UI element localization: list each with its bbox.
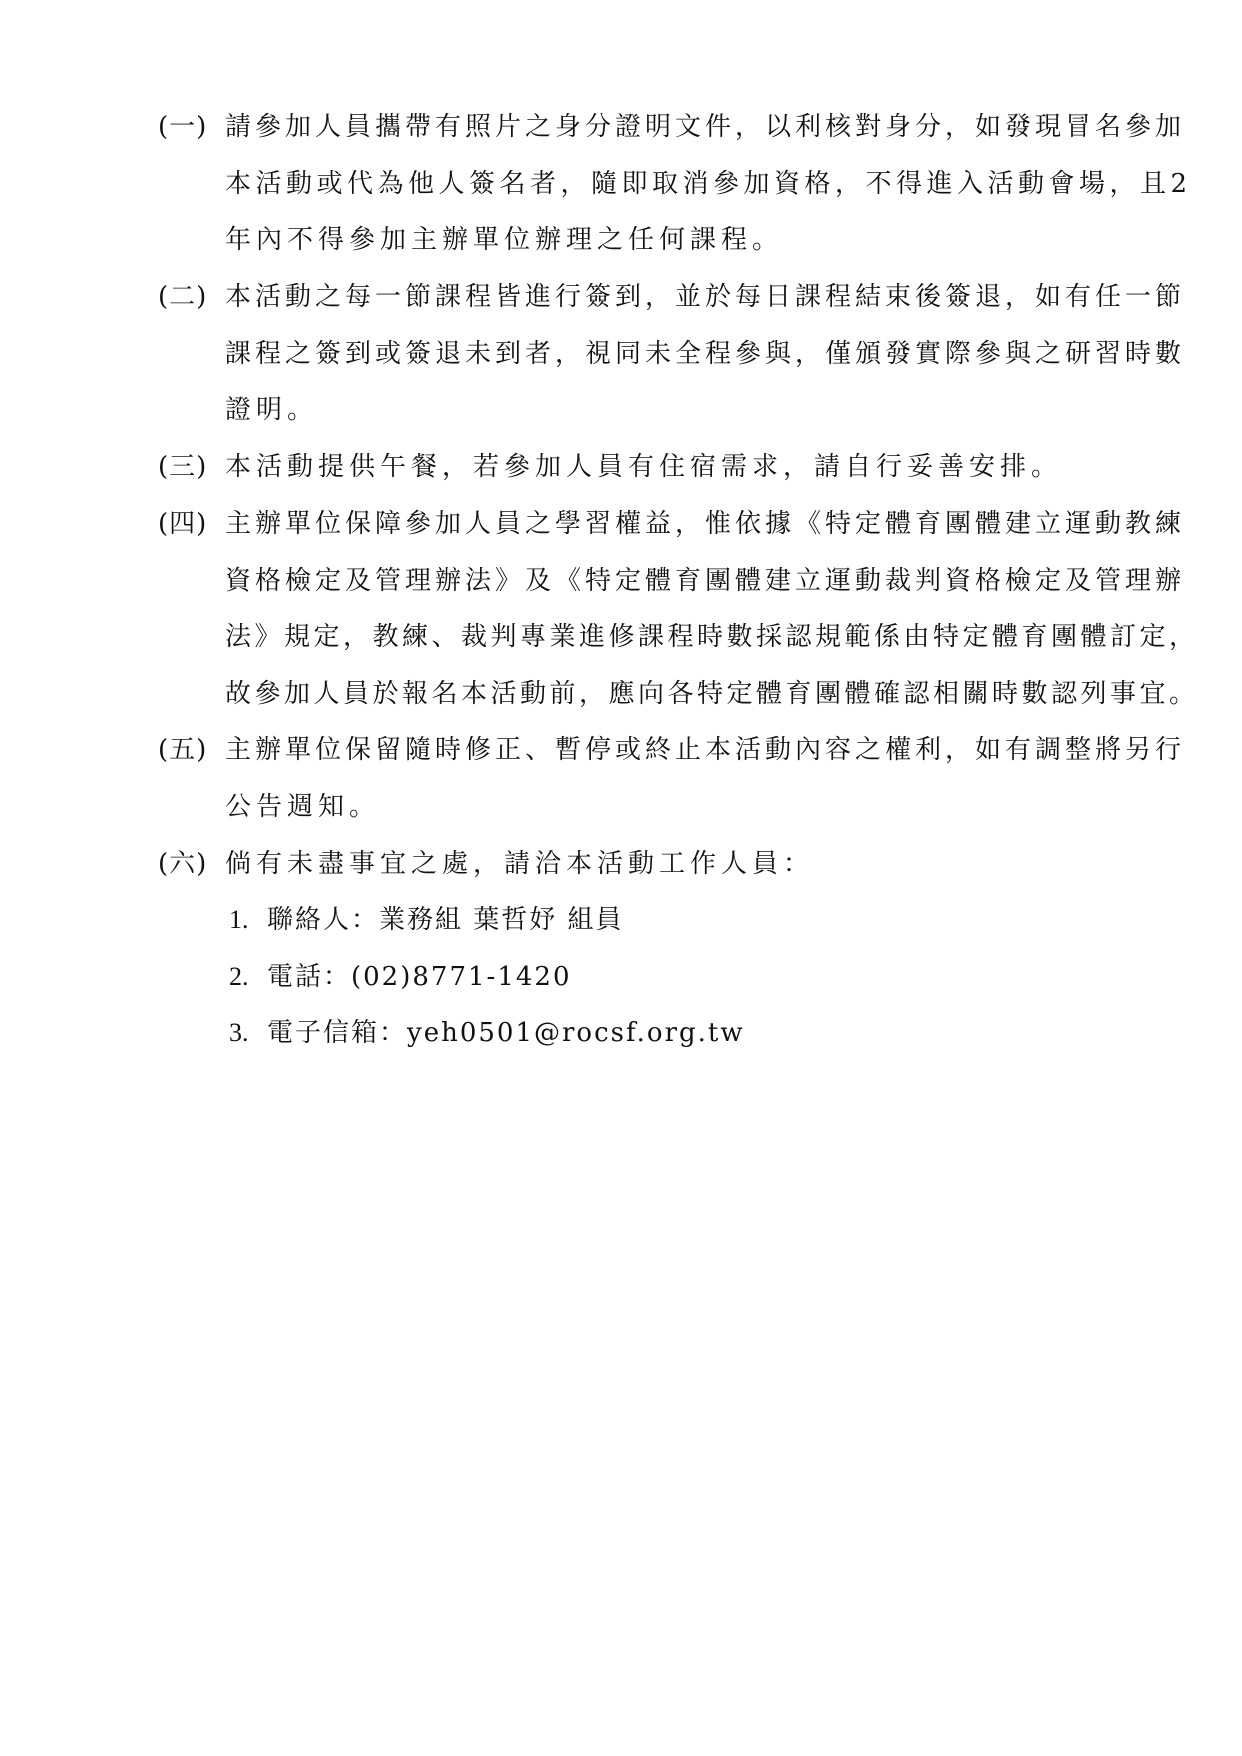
item-3-label: (三) [158,452,208,482]
item-5-line-1: 主辦單位保留隨時修正、暫停或終止本活動內容之權利，如有調整將另行 [225,735,1186,765]
item-4-label: (四) [158,509,208,539]
contact-phone: 電話：(02)8771-1420 [267,962,572,992]
item-2-line-1: 本活動之每一節課程皆進行簽到，並於每日課程結束後簽退，如有任一節 [225,282,1186,312]
item-5-line-2: 公告週知。 [225,792,381,822]
contact-person: 聯絡人：業務組 葉哲妤 組員 [267,905,624,935]
item-1-line-1: 請參加人員攜帶有照片之身分證明文件，以利核對身分，如發現冒名參加 [225,112,1186,142]
item-5-label: (五) [158,735,208,765]
item-1-line-3: 年內不得參加主辦單位辦理之任何課程。 [225,225,784,255]
contact-number-3: 3. [229,1018,249,1047]
item-2-line-2: 課程之簽到或簽退未到者，視同未全程參與，僅頒發實際參與之研習時數 [225,339,1186,369]
item-6-line-1: 倘有未盡事宜之處，請洽本活動工作人員： [225,849,815,879]
item-2-line-3: 證明。 [225,395,319,425]
item-4-line-1: 主辦單位保障參加人員之學習權益，惟依據《特定體育團體建立運動教練 [225,509,1186,539]
contact-item-1 [229,904,624,936]
item-1-label: (一) [158,112,208,142]
item-6-label: (六) [158,849,208,879]
item-1-line-2: 本活動或代為他人簽名者，隨即取消參加資格，不得進入活動會場，且2 [225,169,1192,199]
contact-number-1: 1. [229,905,249,934]
item-2-label: (二) [158,282,208,312]
item-4-line-3: 法》規定，教練、裁判專業進修課程時數採認規範係由特定體育團體訂定， [225,622,1199,652]
contact-email: 電子信箱：yeh0501@rocsf.org.tw [267,1018,745,1048]
contact-item-2 [229,961,572,993]
contact-item-3 [229,1017,745,1049]
item-4-line-4: 故參加人員於報名本活動前，應向各特定體育團體確認相關時數認列事宜。 [225,679,1199,709]
item-4-line-2: 資格檢定及管理辦法》及《特定體育團體建立運動裁判資格檢定及管理辦 [225,566,1186,596]
item-3-line-1: 本活動提供午餐，若參加人員有住宿需求，請自行妥善安排。 [225,452,1063,482]
contact-number-2: 2. [229,962,249,991]
